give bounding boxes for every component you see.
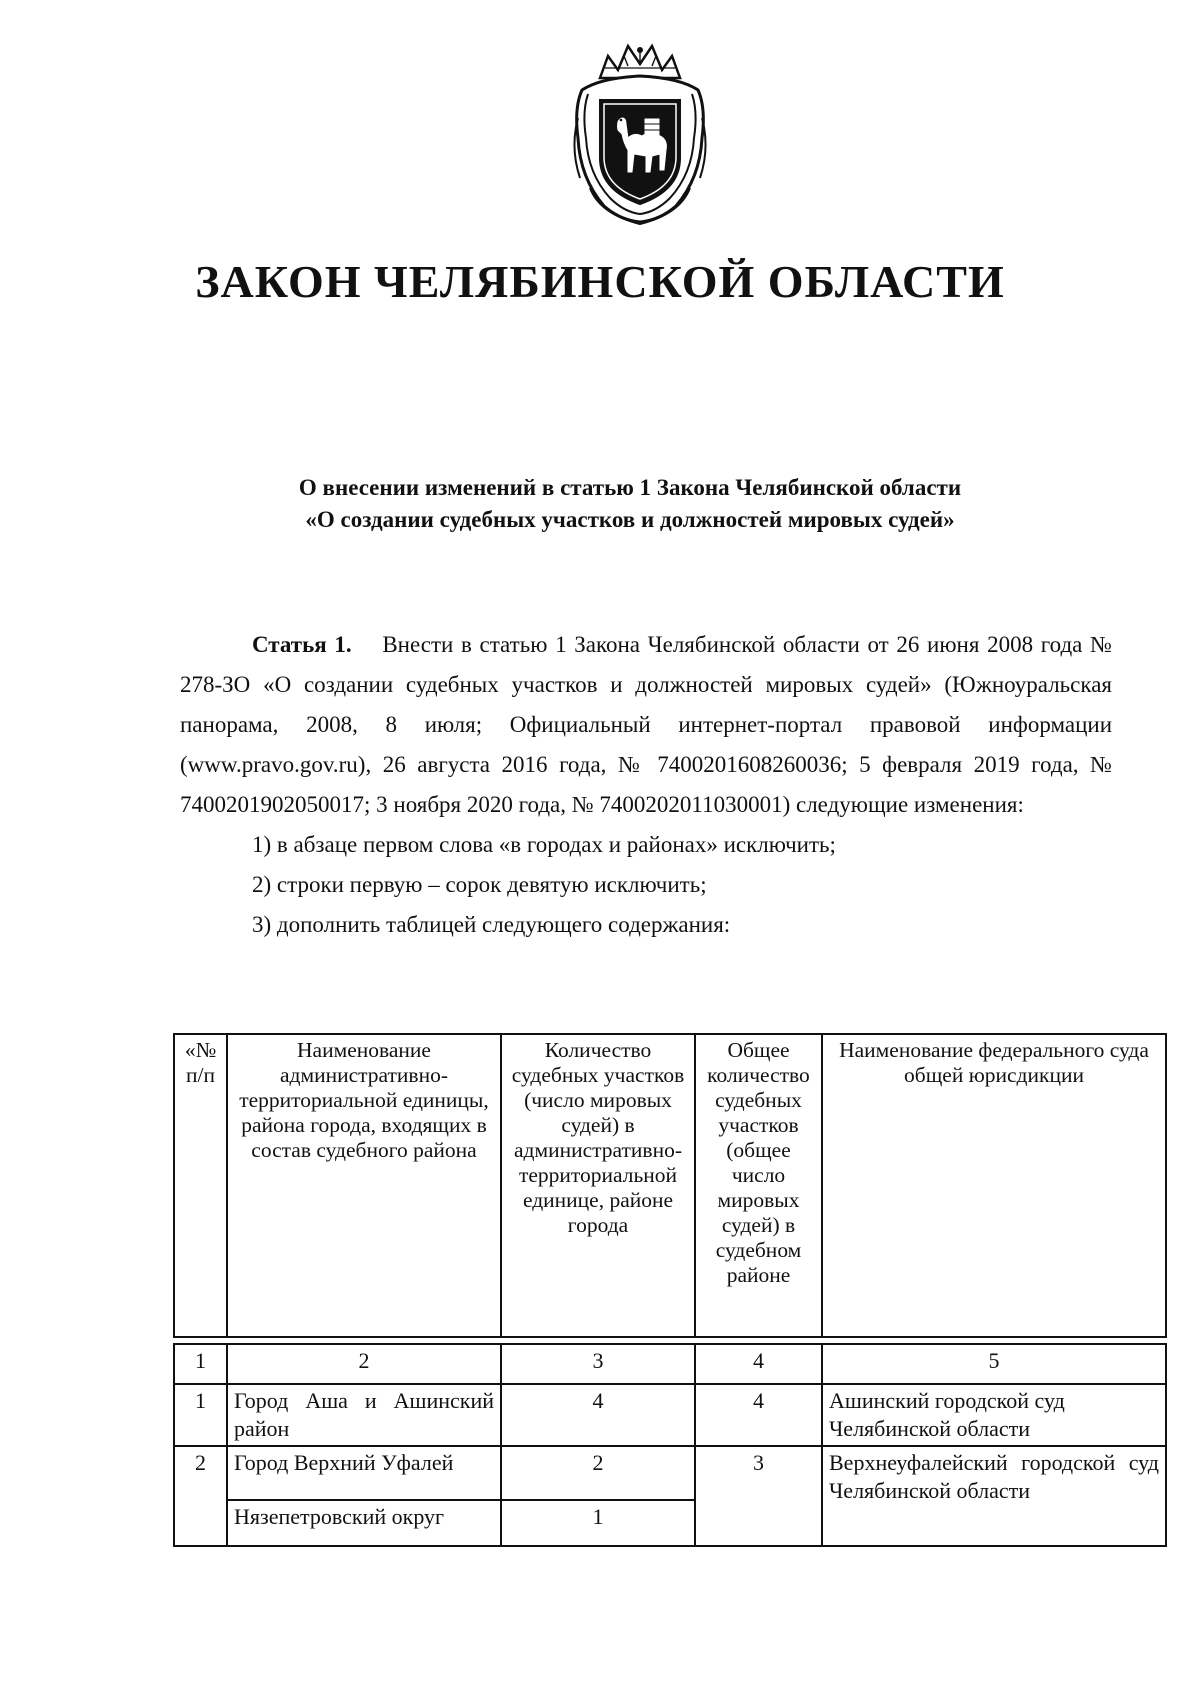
header-cell-total: Общее количество судебных участков (общее число мировых судей) в судебном районе (695, 1034, 822, 1337)
table-header (173, 1033, 1167, 1338)
court-name: Ашинский городской суд Челябинской области (822, 1384, 1166, 1446)
law-title: ЗАКОН ЧЕЛЯБИНСКОЙ ОБЛАСТИ (195, 256, 1005, 307)
unit-count: 1 (501, 1500, 695, 1546)
article-item-1: 1) в абзаце первом слова «в городах и районах» исключить; (252, 832, 836, 857)
column-number-cell: 5 (822, 1344, 1166, 1384)
table-row (174, 1384, 1166, 1446)
column-number-cell: 4 (695, 1344, 822, 1384)
coat-of-arms-emblem (560, 38, 720, 228)
column-number-cell: 3 (501, 1344, 695, 1384)
column-number-cell: 1 (174, 1344, 227, 1384)
table-row-column-numbers (174, 1344, 1166, 1384)
article-label: Статья 1. (252, 632, 352, 657)
total-count: 3 (695, 1446, 822, 1546)
total-count: 4 (695, 1384, 822, 1446)
law-subtitle-line-2: «О создании судебных участков и должностей мировых судей» (305, 507, 955, 532)
article-body (180, 625, 1112, 945)
unit-name: Город Верхний Уфалей (227, 1446, 501, 1500)
court-name: Верхнеуфалейский городской суд Челябинской области (822, 1446, 1166, 1546)
article-paragraph (180, 625, 1112, 825)
header-cell-count: Количество судебных участков (число мировых судей) в административно-территориальной единице, районе города (501, 1034, 695, 1337)
article-item-3: 3) дополнить таблицей следующего содержания: (252, 912, 731, 937)
law-subtitle (200, 472, 1060, 536)
unit-name: Город Аша и Ашинский район (227, 1384, 501, 1446)
row-number: 1 (174, 1384, 227, 1446)
unit-count: 2 (501, 1446, 695, 1500)
row-number: 2 (174, 1446, 227, 1546)
article-item-2: 2) строки первую – сорок девятую исключить; (252, 872, 707, 897)
law-subtitle-line-1: О внесении изменений в статью 1 Закона Челябинской области (298, 475, 962, 500)
table-row (174, 1446, 1166, 1500)
table-header-row (174, 1034, 1166, 1337)
header-cell-court: Наименование федерального суда общей юрисдикции (822, 1034, 1166, 1337)
table-body (173, 1343, 1167, 1547)
unit-name: Нязепетровский округ (227, 1500, 501, 1546)
header-cell-number: «№ п/п (174, 1034, 227, 1337)
unit-count: 4 (501, 1384, 695, 1446)
header-cell-unit: Наименование административно-территориальной единицы, района города, входящих в состав судебного района (227, 1034, 501, 1337)
article-text: Внести в статью 1 Закона Челябинской области от 26 июня 2008 года № 278-ЗО «О создании судебных участков и должностей мировых судей» (Южноуральская панорама, 2008, 8 июля; Официальный интернет-портал правовой информации (www.pravo.gov.ru), 26 августа 2016 года, № 7400201608260036; 5 февраля 2019 года, № 7400201902050017; 3 ноября 2020 года, № 7400202011030001) следующие изменения: (180, 632, 1112, 817)
column-number-cell: 2 (227, 1344, 501, 1384)
